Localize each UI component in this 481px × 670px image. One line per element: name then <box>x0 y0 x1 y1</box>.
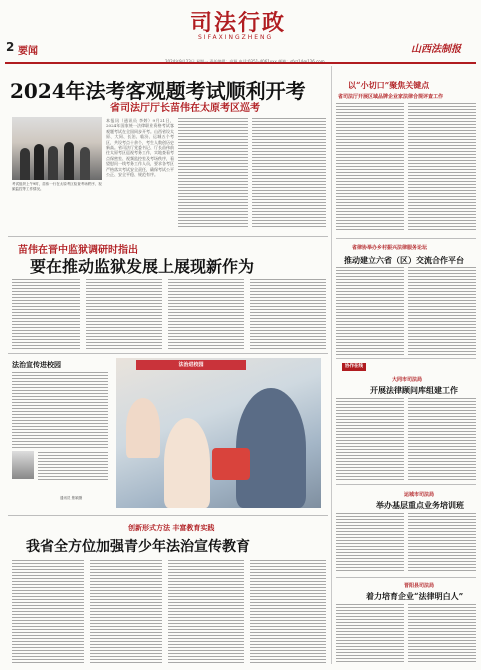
right-story5-col2 <box>408 604 476 664</box>
divider <box>8 236 328 237</box>
right-story1-col2 <box>408 103 476 231</box>
right-story3-col1 <box>336 398 404 480</box>
right-story5-kicker: 晋阳县司法局 <box>404 583 435 589</box>
lead-photo-caption: 考试组织上午9时，苗伟一行在太原考区检查考场秩序、视频监控等工作情况。 <box>12 182 102 191</box>
right-story1-subhead: 省司法厅开展区域品牌企业家法律合规评查工作 <box>338 94 444 100</box>
divider <box>8 353 328 354</box>
right-story4-kicker: 运城市司法局 <box>404 492 435 498</box>
right-story4-headline: 举办基层重点业务培训班 <box>376 500 464 510</box>
reporter-photo <box>12 451 34 479</box>
inspect-body-col2 <box>86 279 162 349</box>
collab-tag: 协作在线 <box>342 363 366 371</box>
right-story4-col1 <box>336 513 404 573</box>
campus-title: 法治宣传进校园 <box>12 361 61 369</box>
campus-photo <box>116 358 321 508</box>
right-story2-col2 <box>408 267 476 355</box>
right-story2-col1 <box>336 267 404 355</box>
column-divider <box>331 66 332 664</box>
lead-body-col2 <box>178 118 248 228</box>
lead-body-col1: 本报讯（通讯员 李婷）9月21日，2024年国家统一法律职业资格考试客观题考试在全国同步开考。山西省设太原、大同、长治、临汾、运城五个考区，共设考点十余个，考生人数创历史新高。省司法厅党委书记、厅长苗伟前往太原考区巡视考务工作，实地查看考点保密室、视频监控室及考场秩序，看望慰问一线考务工作人员，要求各考区严格落实考试安全责任，确保考试公平公正、安全平稳、规范有序。 <box>106 118 174 178</box>
youth-body-col4 <box>250 560 326 664</box>
right-story4-col2 <box>408 513 476 573</box>
divider <box>336 577 476 578</box>
youth-kicker: 创新形式方法 丰富教育实践 <box>128 523 215 532</box>
masthead-title: 司法行政 <box>190 10 287 36</box>
campus-banner: 法治进校园 <box>136 360 246 370</box>
campus-body-2 <box>38 452 108 480</box>
right-story5-col1 <box>336 604 404 664</box>
header-rule <box>5 62 476 64</box>
right-story1-headline: 以“小切口”聚焦关键点 <box>348 80 430 90</box>
campus-body <box>12 372 108 448</box>
section-name: 要闻 <box>18 46 38 57</box>
newspaper-logo: 山西法制报 <box>411 44 461 55</box>
youth-body-col2 <box>90 560 162 664</box>
inspect-headline: 要在推动监狱发展上展现新作为 <box>30 257 255 276</box>
right-story3-headline: 开展法律顾问库组建工作 <box>370 385 458 395</box>
inspect-kicker: 苗伟在晋中监狱调研时指出 <box>18 245 138 256</box>
right-story3-col2 <box>408 398 476 480</box>
youth-body-col3 <box>168 560 244 664</box>
right-story1-col1 <box>336 103 404 231</box>
masthead-pinyin: SIFAXINGZHENG <box>198 34 274 41</box>
inspect-body-col3 <box>168 279 244 349</box>
divider <box>8 515 328 516</box>
lead-body-col3 <box>252 118 326 228</box>
divider <box>336 238 476 239</box>
lead-headline: 2024年法考客观题考试顺利开考 <box>10 79 306 103</box>
lead-photo <box>12 117 102 180</box>
divider <box>336 358 476 359</box>
lead-subhead: 省司法厅厅长苗伟在太原考区巡考 <box>110 103 260 114</box>
divider <box>336 484 476 485</box>
inspect-body-col1 <box>12 279 80 349</box>
right-story5-headline: 着力培育企业“法律明白人” <box>366 591 464 601</box>
right-story2-headline: 推动建立六省（区）交流合作平台 <box>344 255 464 265</box>
youth-body-col1 <box>12 560 84 664</box>
inspect-body-col4 <box>250 279 326 349</box>
youth-headline: 我省全方位加强青少年法治宣传教育 <box>26 539 250 555</box>
campus-caption: 通讯员 焦颖摄 <box>60 496 83 500</box>
right-story2-kicker: 省律协举办乡村振兴法律服务论坛 <box>352 245 428 251</box>
right-story3-kicker: 大同市司法局 <box>392 377 423 383</box>
section-number: 2 <box>6 40 15 54</box>
